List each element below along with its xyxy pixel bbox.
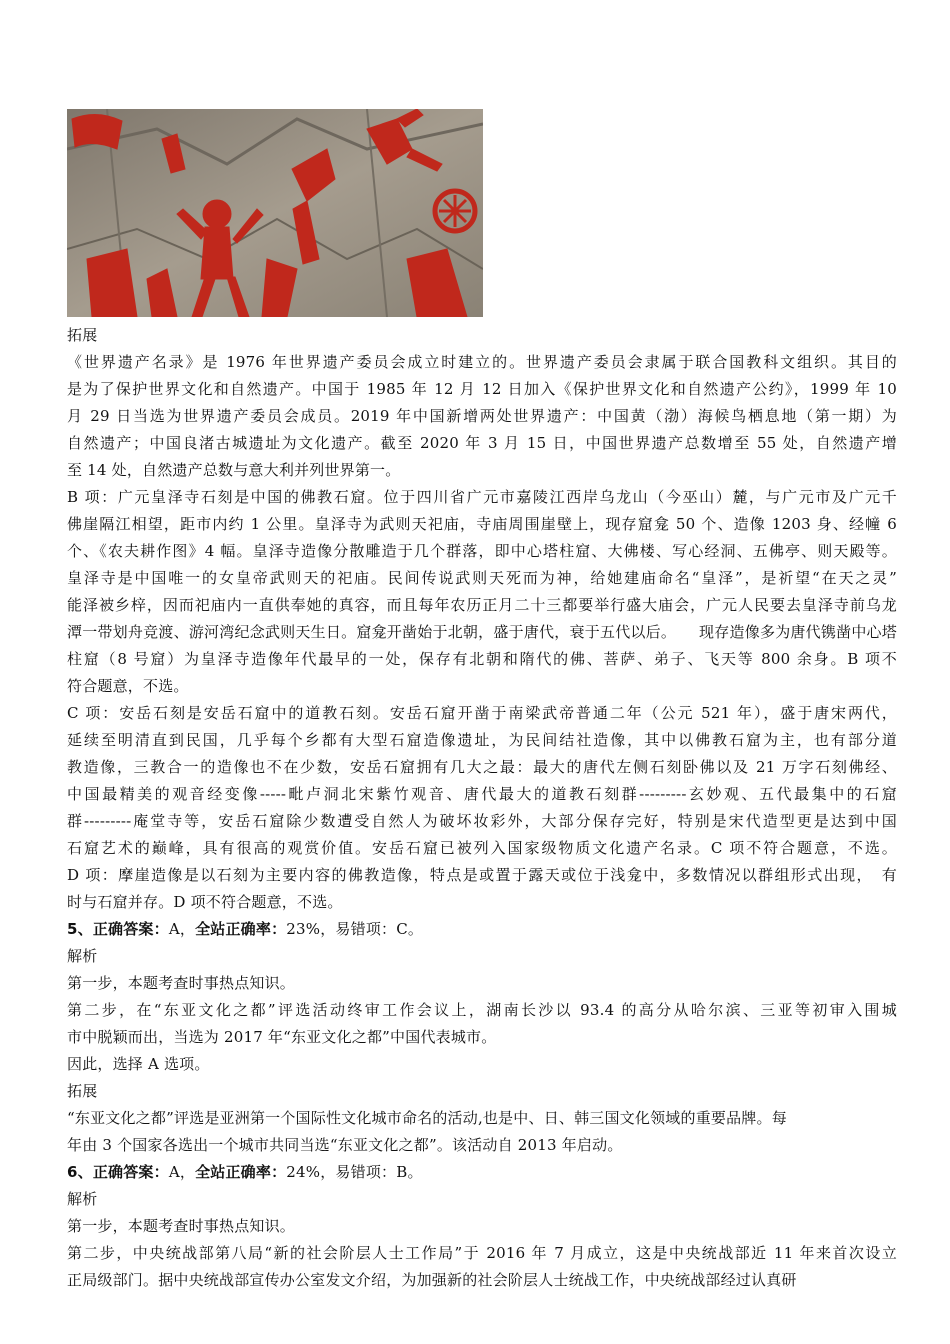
answer-label: 5、正确答案： [67,920,169,938]
paragraph-line: 月 29 日当选为世界遗产委员会成员。2019 年中国新增两处世界遗产：中国黄（渤）海候鸟栖息地（第一期）为 [67,407,897,425]
paragraph-line: 因此，选择 A 选项。 [67,1055,210,1073]
analysis-heading: 解析 [67,947,98,965]
paragraph-line: 正局级部门。据中央统战部宣传办公室发文介绍，为加强新的社会阶层人士统战工作，中央统战部经过认真研 [67,1271,797,1289]
paragraph-line: 第一步，本题考查时事热点知识。 [67,1217,296,1235]
paragraph-line: C 项：安岳石刻是安岳石窟中的道教石刻。安岳石窟开凿于南梁武帝普通二年（公元 521 年），盛于唐宋两代， [67,704,897,722]
rock-art-painting-icon [67,109,483,317]
paragraph-line: 时与石窟并存。D 项不符合题意，不选。 [67,893,343,911]
paragraph-line: 符合题意，不选。 [67,677,189,695]
paragraph-line: 个、《农夫耕作图》4 幅。皇泽寺造像分散雕造于几个群落，即中心塔柱窟、大佛楼、写心经洞、五佛亭、则天殿等。 [67,542,897,560]
rock-art-photo [67,109,483,317]
paragraph-line: 《世界遗产名录》是 1976 年世界遗产委员会成立时建立的。世界遗产委员会隶属于联合国教科文组织。其目的 [67,353,897,371]
paragraph-line: 年由 3 个国家各选出一个城市共同当选“东亚文化之都”。该活动自 2013 年启动。 [67,1136,623,1154]
paragraph-line: 第一步，本题考查时事热点知识。 [67,974,296,992]
section-heading-extend: 拓展 [67,1082,98,1100]
question-6-answer [67,1163,423,1181]
answer-value: A， [168,1163,196,1181]
paragraph-line: 柱窟（8 号窟）为皇泽寺造像年代最早的一处，保存有北朝和隋代的佛、菩萨、弟子、飞天等 800 余身。B 项不 [67,650,897,668]
paragraph-line: 佛崖隔江相望，距市内约 1 公里。皇泽寺为武则天祀庙，寺庙周围崖壁上，现存窟龛 50 个、造像 1203 身、经幢 6 [67,515,897,533]
paragraph-line: 延续至明清直到民国，几乎每个乡都有大型石窟造像遗址，为民间结社造像，其中以佛教石窟为主，也有部分道 [67,731,897,749]
answer-value: A， [168,920,196,938]
paragraph-line: 群---------庵堂寺等，安岳石窟除少数遭受自然人为破坏妆彩外，大部分保存完好，特别是宋代造型更是达到中国 [67,812,897,830]
paragraph-line: 自然遗产；中国良渚古城遗址为文化遗产。截至 2020 年 3 月 15 日，中国世界遗产总数增至 55 处，自然遗产增 [67,434,897,452]
analysis-heading: 解析 [67,1190,98,1208]
accuracy-label: 全站正确率： [195,920,287,938]
accuracy-value: 24%，易错项：B。 [286,1163,423,1181]
paragraph-line: 皇泽寺是中国唯一的女皇帝武则天的祀庙。民间传说武则天死而为神，给她建庙命名“皇泽”，是祈望“在天之灵” [67,569,897,587]
paragraph-line: D 项：摩崖造像是以石刻为主要内容的佛教造像，特点是或置于露天或位于浅龛中，多数情况以群组形式出现， 有 [67,866,897,884]
question-5-answer [67,920,423,938]
paragraph-line: B 项：广元皇泽寺石刻是中国的佛教石窟。位于四川省广元市嘉陵江西岸乌龙山（今巫山）麓，与广元市及广元千 [67,488,897,506]
paragraph-line: 至 14 处，自然遗产总数与意大利并列世界第一。 [67,461,401,479]
paragraph-line: 市中脱颖而出，当选为 2017 年“东亚文化之都”中国代表城市。 [67,1028,497,1046]
paragraph-line: 潭一带划舟竞渡、游河湾纪念武则天生日。窟龛开凿始于北朝，盛于唐代，衰于五代以后。 现存造像多为唐代镌凿中心塔 [67,623,897,641]
paragraph-line: 能泽被乡梓，因而祀庙内一直供奉她的真容，而且每年农历正月二十三都要举行盛大庙会，广元人民要去皇泽寺前乌龙 [67,596,897,614]
paragraph-line: 中国最精美的观音经变像-----毗卢洞北宋紫竹观音、唐代最大的道教石刻群---------玄妙观、五代最集中的石窟 [67,785,897,803]
answer-label: 6、正确答案： [67,1163,169,1181]
paragraph-line: 教造像，三教合一的造像也不在少数，安岳石窟拥有几大之最：最大的唐代左侧石刻卧佛以及 21 万字石刻佛经、 [67,758,897,776]
paragraph-line: 第二步，中央统战部第八局“新的社会阶层人士工作局”于 2016 年 7 月成立，这是中央统战部近 11 年来首次设立 [67,1244,897,1262]
paragraph-line: 石窟艺术的巅峰，具有很高的观赏价值。安岳石窟已被列入国家级物质文化遗产名录。C 项不符合题意，不选。 [67,839,897,857]
accuracy-value: 23%，易错项：C。 [286,920,424,938]
accuracy-label: 全站正确率： [195,1163,287,1181]
paragraph-line: 第二步，在“东亚文化之都”评选活动终审工作会议上，湖南长沙以 93.4 的高分从哈尔滨、三亚等初审入围城 [67,1001,897,1019]
paragraph-line: “东亚文化之都”评选是亚洲第一个国际性文化城市命名的活动,也是中、日、韩三国文化领域的重要品牌。每 [67,1109,787,1127]
section-heading-extend: 拓展 [67,326,98,344]
paragraph-line: 是为了保护世界文化和自然遗产。中国于 1985 年 12 月 12 日加入《保护世界文化和自然遗产公约》，1999 年 10 [67,380,897,398]
